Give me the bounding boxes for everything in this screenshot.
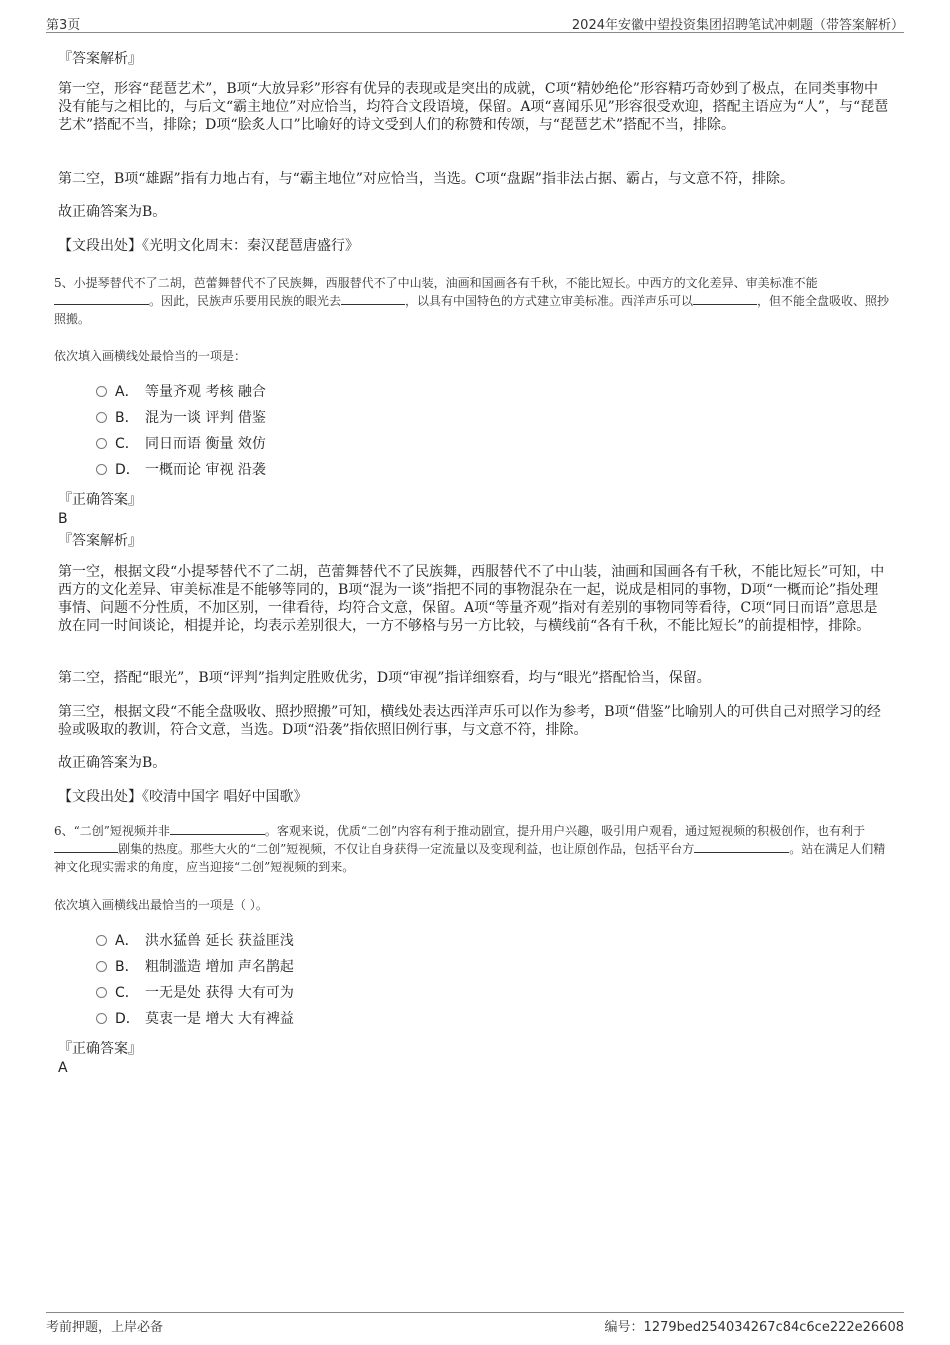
prev-conclusion: 故正确答案为B。 bbox=[58, 204, 167, 220]
question-6-prompt: 依次填入画横线出最恰当的一项是（ ）。 bbox=[54, 898, 268, 912]
document-title: 2024年安徽中望投资集团招聘笔试冲刺题（带答案解析） bbox=[571, 18, 904, 33]
blank-1 bbox=[170, 822, 265, 835]
blank-2 bbox=[54, 840, 118, 853]
question-5-prompt: 依次填入画横线处最恰当的一项是： bbox=[54, 349, 247, 363]
q5-answer-label: 『正确答案』 bbox=[58, 492, 142, 508]
prev-analysis-paragraph-1: 第一空，形容“琵琶艺术”，B项“大放异彩”形容有优异的表现或是突出的成就，C项“精妙绝伦”形容精巧奇妙到了极点，在同类事物中没有能与之相比的，与后文“霸主地位”对应恰当，均符合文段语境，保留。A项“喜闻乐见”形容很受欢迎，搭配主语应为“人”，与“琵琶艺术”搭配不当，排除；D项“脍炙人口”比喻好的诗文受到人们的称赞和传颂，与“琵琶艺术”搭配不当，排除。 bbox=[58, 81, 889, 133]
radio-icon[interactable] bbox=[96, 935, 107, 946]
document-id: 编号：1279bed254034267c84c6ce222e26608 bbox=[604, 1320, 904, 1335]
q5-option-d[interactable]: D． 一概而论 审视 沿袭 bbox=[96, 460, 266, 480]
q5-conclusion: 故正确答案为B。 bbox=[58, 755, 167, 771]
q5-analysis-paragraph-3: 第三空，根据文段“不能全盘吸收、照抄照搬”可知，横线处表达西洋声乐可以作为参考，B项“借鉴”比喻别人的可供自己对照学习的经验或吸取的教训，符合文意，当选。D项“沿袭”指依照旧例行事，与文意不符，排除。 bbox=[58, 704, 881, 738]
blank-3 bbox=[694, 840, 789, 853]
q6-option-b[interactable]: B． 粗制滥造 增加 声名鹊起 bbox=[96, 957, 294, 977]
footer-slogan: 考前押题，上岸必备 bbox=[46, 1320, 164, 1335]
radio-icon[interactable] bbox=[96, 464, 107, 475]
q6-answer: A bbox=[58, 1060, 68, 1076]
q6-option-c[interactable]: C． 一无是处 获得 大有可为 bbox=[96, 983, 294, 1003]
q6-answer-label: 『正确答案』 bbox=[58, 1041, 142, 1057]
page-footer bbox=[46, 1312, 904, 1333]
q5-option-c[interactable]: C． 同日而语 衡量 效仿 bbox=[96, 434, 266, 454]
page-header bbox=[46, 14, 904, 33]
prev-source: 【文段出处】《光明文化周末：秦汉琵琶唐盛行》 bbox=[58, 238, 359, 254]
radio-icon[interactable] bbox=[96, 1013, 107, 1024]
prev-analysis-paragraph-2: 第二空，B项“雄踞”指有力地占有，与“霸主地位”对应恰当，当选。C项“盘踞”指非法占据、霸占，与文意不符，排除。 bbox=[58, 171, 794, 187]
q6-option-a[interactable]: A． 洪水猛兽 延长 获益匪浅 bbox=[96, 931, 294, 951]
q5-option-a[interactable]: A． 等量齐观 考核 融合 bbox=[96, 382, 266, 402]
q5-option-b[interactable]: B． 混为一谈 评判 借鉴 bbox=[96, 408, 266, 428]
blank-2 bbox=[341, 292, 405, 305]
radio-icon[interactable] bbox=[96, 438, 107, 449]
radio-icon[interactable] bbox=[96, 412, 107, 423]
q5-analysis-paragraph-1: 第一空，根据文段“小提琴替代不了二胡，芭蕾舞替代不了民族舞，西服替代不了中山装，油画和国画各有千秋，不能比短长”可知，中西方的文化差异、审美标准是不能够等同的，B项“混为一谈”指把不同的事物混杂在一起，说成是相同的事物，D项“一概而论”指处理事情、问题不分性质，不加区别，一律看待，均符合文意，保留。A项“等量齐观”指对有差别的事物同等看待，C项“同日而语”意思是放在同一时间谈论，相提并论，均表示差别很大，一方不够格与另一方比较，与横线前“各有千秋，不能比短长”的前提相悖，排除。 bbox=[58, 564, 885, 634]
blank-1 bbox=[54, 292, 149, 305]
radio-icon[interactable] bbox=[96, 987, 107, 998]
q5-analysis-label: 『答案解析』 bbox=[58, 533, 142, 549]
q5-analysis-paragraph-2: 第二空，搭配“眼光”，B项“评判”指判定胜败优劣，D项“审视”指详细察看，均与“眼光”搭配恰当，保留。 bbox=[58, 670, 711, 686]
radio-icon[interactable] bbox=[96, 386, 107, 397]
question-6-stem: 6、“二创”短视频并非 。客观来说，优质“二创”内容有利于推动剧宣，提升用户兴趣，吸引用户观看，通过短视频的积极创作，也有利于剧集的热度。那些大火的“二创”短视频，不仅让自身获得一定流量以及变现利益，也让原创作品，包括平台方 。站在满足人们精神文化现实需求的角度，应当迎接“二创”短视频的到来。 bbox=[54, 824, 886, 874]
radio-icon[interactable] bbox=[96, 961, 107, 972]
q6-option-d[interactable]: D． 莫衷一是 增大 大有裨益 bbox=[96, 1009, 294, 1029]
blank-3 bbox=[693, 292, 757, 305]
q5-source: 【文段出处】《咬清中国字 唱好中国歌》 bbox=[58, 789, 308, 805]
question-5-stem: 5、小提琴替代不了二胡，芭蕾舞替代不了民族舞，西服替代不了中山装，油画和国画各有千秋，不能比短长。中西方的文化差异、审美标准不能。因此，民族声乐要用民族的眼光去 ，以具有中国特色的方式建立审美标准。西洋声乐可以 ，但不能全盘吸收、照抄照搬。 bbox=[54, 276, 890, 326]
page-number: 第3页 bbox=[46, 18, 81, 33]
prev-analysis-label: 『答案解析』 bbox=[58, 51, 142, 67]
q5-answer: B bbox=[58, 511, 68, 527]
